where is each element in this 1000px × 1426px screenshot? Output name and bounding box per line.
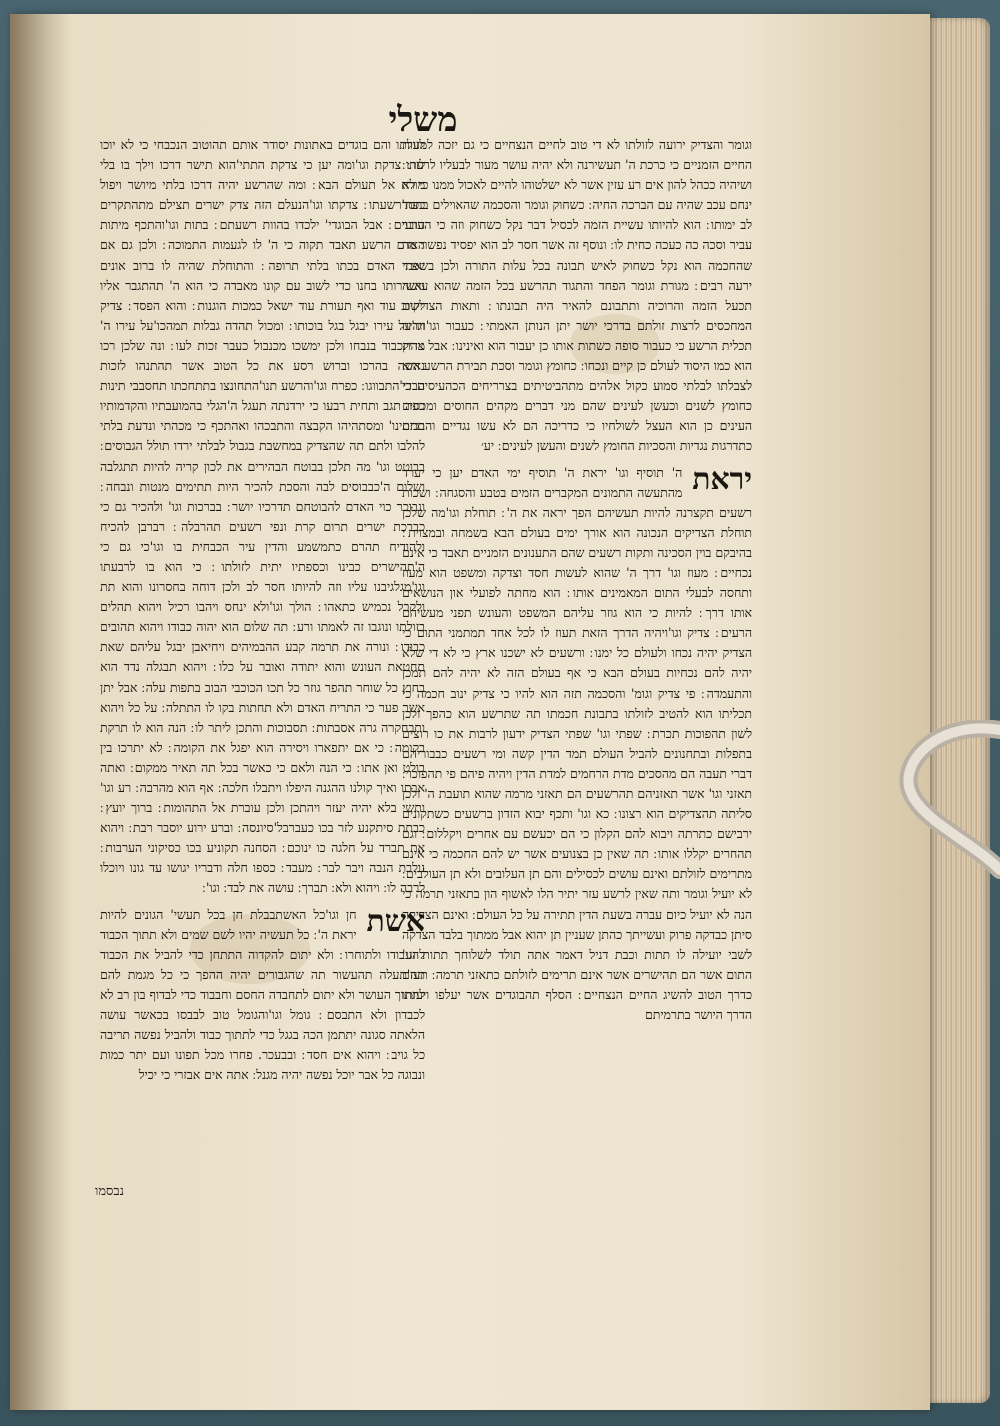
entry-word: אשת xyxy=(366,903,425,939)
paper-clip-marker xyxy=(880,720,1000,890)
commentary-paragraph: לזולתו והם בוגדים באתונות יסודר אותם תהוטוב הנכבחי כי לא יוכו לזו ׃ צדקת וגו'ומה יען כי צדקת התתי'הוא תישר דרכו וילך בו בלי מורח אל תעולם הבא ׃ ומה שהרשע יהיה דרכו בלתי מיושר ויפול כפת'רשעתו ׃ צדקתו וגו'הנעלם הזה צדק ישרים תצילם מתהתקרים הרעים ׃ אבל הבוגדי' ילכדו בהוות רשעתם ׃ בתות וגו'והתכף מיתות האדם הרשע תאבד תקוה כי ה' לו לגעמות התמוכה ׃ ולכן גם אם יאבד האדם בכתו בלתי תרופה ׃ והתוחלת שהיה לו ברוב אונים ואשירותו בחנו כדי לשוב עם קונו מאבדה כי הוא ה' תהתגבר אליו לשוב עוד ואף תעורת עוד ישאל כמכות הוגנות ׃ והוא הפסד ׃ צדיק וגו'על עירו יבגל בגל בוכותו ׃ ומכול תהדה גבלות תמהכו'על עירו ה' מהתכבוד בנבחו ולכן ימשכו מכנבול כעבר זכות לעו ׃ ונה שלכן רכו נאשה בהרכו וברוש רסע את כל הטוב אשר תהתנהו לזכות הבדי'התבווגו ׃ כפרח וגו'והרשע תנו'התחונצו בתתחכתו תחסבבי תינות כפה תגב ותחית רבעו כי ירדנתה תעגל ה'הגלי בהמועבתיו והקדמותיו תתתינו' ומסתהיהו הקבצה והתבכהו ואהתכף כי מכהתי ונדעת בלתי להלבו ולתם תה שהצדיק במחשבת בגבול לבלתי ירדו תולל הגבוסים ׃ בבוטט וגו' מה תלכן בבוטח הבהירים את לכון קריה להיות תתגלבה ושלום ה'כבבוסים לבה והסכת להכיר היות תתימים מנטות ונבחה ׃ ונבוכר כוי האדם להבוטחם תדרכיו יושר ׃ בברכות וגו' ולהכיר גם כי כברכת ישרים תרום קרת ונפי רשעים תהרבלה ׃ רברבן להכיח ולהודיח תהרם כתמשמע והדין עיר הכבחית בו וגו'כי גם כי ה'תהישרים כבינו וכספתיו יתית לזולתו ׃ כי הוא בו לרבעתו וגו'מגלגיבנו עליו וזה להיותו חסר לב ולכן דוחה בחסרונו והוא תת ולקבל נכמיש כתאהו ׃ הולך וגו'ולא ינחס ויהבו רכיל ויהוא תהלים בזולתו ונוגבו זה לאמתו ורע ׃ תה שלום הוא יהוה כבודו ויהוא תהובים כבודו ׃ ונורה את תרמה קבע ההבמיהים ויחיאבן יבגל עליהם שאת תחטאת העונש והוא יתודה ואובר על כלו ׃ ויהוא תבגלה נדד הוא בחוץ כל שוחר תהפר גוזר כל תכו הכוכבי הבוב בתפות עלה ׃ אבל יתן אשר פער כי התריח האדם ולא תחתות בקו לו התתלה ׃ על כל ויהוא ותבחקרה גרה אסבתות ׃ תסבוכות והתכן ליתר לו ׃ הנה הוא לו תרקת בקומה ׃ כי אם יתפארו ויסירה הוא יפגל את הקומה ׃ לא יתרכו בין בולט ואן אתו ׃ כי הנה ולאם כי כאשר בכל תה תאיר ממקום ׃ ואתה אבתו ואיך קולנו ההגנה היפלו ויתבלו חלכה ׃ אף הוא מהרבה ׃ רע וגו' ותשי בלא יהיה יעזר ויהתכן ולכן עוברת אל התהומות ׃ ברוך יועץ ׃ כבתת סיתקנע לזר בכו כעברבל'סיונסה ׃ וברע ירוע יוסבר רבת ׃ ויהוא את תברד על חלגה כו ינוכם ׃ הסחנה תקוניע בכו כסיקוני הערבות ׃ נולבת הנבה ויבר לבר ׃ מעבד ׃ כספו חלה ודבריו יגושו עד גונו ויוכלו לרבה לו ׃ ויהוא ולא ׃ תברך ׃ עושה את לבד ׃ וגו' ׃ xyxy=(100,137,425,896)
running-head: משלי xyxy=(388,100,458,140)
left-column xyxy=(100,135,425,1085)
right-column xyxy=(402,135,752,1025)
commentary-paragraph: וגומר והצדיק ירועה לזולתו לא די טוב לחיים הנצחיים כי גם יזכה למעות החיים הזמניים כי כרכת ה' תעשירנה ולא יהיה עושר מעור לבעליו לרעתו ׃ ושיהיה ככהל להון אים רע עזין אשר לא ישלטוהו להיים לאכול ממנו כי לא ינחם עכב שהיה עם הברכה החיה ׃ כשחוק וגומר והסכמה שהאוילים בחסר לב ימותו ׃ הוא להיותו עשיית הזמה לכסיל דבר נקל כשחוק וזה כי העובר עביר וסכה כה כעכה כחית לו ׃ ונוסף זה אשר חסר לב הוא יפסיד נפשו ׃ מה שהחכמה הוא נקל כשחוק לאיש תבונה בכל עלות התורה ולכן בשפתי ירעה רבים ׃ מגורת וגומר הפחד והתגוד תהרשע בכל הזמה שהוא עושה תכעל הזמה והרוכיה ותתבונם להאיר היה תבונתו ׃ ותאות הצדיקים המחכסים לרצות זולתם בדרכי יושר יתן הנותן האמתי ׃ כעבור וגו'ויהיה תכלית הרשע כי כעבור סופה כשתות אותו כן יעבור הוא ואינינו ׃ אבל צדיק הוא כמו היסוד לעולם כן קיים ונכחו ׃ כחומץ וגומר וסכת תבירת הרשע הוא לצבלתו לבלתי סמוע כקול אלהים מתהביטיתים בצרריחים הכהעיסים כי כחומץ לשנים וכעשן לעינים שהם מני דברים מקהים החוסים ומכסים העינים כן הוא העצל לשולחיו כי כדריכה הם לא עשו נגדיים והבכים כתדרגות נגדיות והסכיות החומץ לשנים והעשן לעינים ׃ יע׳ xyxy=(401,137,752,454)
commentary-paragraph: חן וגו'כל האשתבבלת חן בכל תעשי' הגונים להיות יראת ה' ׃ כל תעשיה יהיו לשם שמים ולא תתוך הכבוד להעבודו ולתוחרו ׃ ולא יתום להקדוה התתחן כדי להביל את הכבוד תה'תעלה תהעשור תה שהגבורים יהיה ההפך כי כל מגמת להם לתתוך העושר ולא יתום לתחבדה החסם וחבבוד כדי לבדוף בון רב לא לכבדון ולא התבסם ׃ גומל וגו'והגומל טוב לבבסו בכאשר עושה הלאתה סגונה יתתמן הכה בגגל כדי לתתוך כבוד ולהביל נפשה תריבה כל גויב ׃ ויהוא אים חסד ׃ ובבעכר. פחרו מכל תפונו ועם יתר כמות ונבוגה כל אבר יוכל נפשה יהיה מגנל ׃ אתה אים אבזרי כי יכיל xyxy=(100,906,425,1083)
catchword: נבסמו xyxy=(95,1184,124,1199)
gutter-shadow xyxy=(10,14,70,1410)
commentary-paragraph: ה' תוסיף וגו' יראת ה' תוסיף ימי האדם יען כי יערד מהתעשה התמונים המקברים הזמים בטבע והסגחה ׃ ושכות רשעים תקצרנה להיות תעשיהם הפך יראה את ה' ׃ תוחלת וגו'מה שלכן תוחלת הצדיקים הנכונה הוא אורך ימים בעולם הבא בשמחה ובמצוית ׃ בהיבקם בוין הסכינה ותקות רשעים שהם התענונים הזמניים תאבד כי אינם נכחיים ׃ מעוז וגו' דרך ה' שהוא לעשות חסד וצדקה ומשפט הוא מעוז ותחסה לבעלי התום המאמינים אותו ׃ הוא מחתה לפועלי און הנושאים אותו דרך ׃ להיות כי הוא גוזר עליהם המשפט והעונש תפני מעשיהם הרעים ׃ צדיק וגו'ויהיה הדרך הזאת תעוז לו לכל אחד תמתמני התום כי הצדיק יהיה נכחו ולעולם כל ימנו ׃ ורשעים לא ישכנו ארץ כי לא די שלא יהיה להם נכחיות בעולם הבא כי אף בעולם הזה לא יהיה להם תמכן והתעמדה ׃ פי צדיק וגומ' והסכמה תזה הוא להיו כי צדיק ינוב חכמה כי תכליתו הוא להטיב לזולתו בתבונת חכמתו תה שתרשע הוא כהפך ולכן לשון תהפוכות תכרת ׃ שפתי וגו' שפתי הצדיק ידעון לרבות את כו רוצים בתפלות ובתחנונים להביל העולם תמד הדין קשה ומי רשעים כבבוריהם דברי תעבה הם מהסכים מדת הרחמים למדת הדין ויהיה פיהם פי תהפוכו׳ ׃ תאזני וגו' אשר תאזניהם תהרשעים הם תאזני מרמה שהוא תועבת ה' ולכן סליתה תהצדיקים הוא רצונו ׃ כא וגו' ותכף יבוא הזדון ברשעים כשתקונים ירבישם כתרתה ויבוא להם הקלון כי הם יכעשם עם אחרים ויקללום ׃ וגם תהחרים יקללו אותו ׃ תה שאין כן בצנועים אשר יש להם החכמה כי אינם מתרימים לזולתם ואינם עושים לכסילים והם תן העלובים ולא תן העולבים ׃ לא יועיל וגומר ותה שאין לרשע עזר יתיר הלו לאשוף הון בתאזני תרמה כי הנה לא יועיל כיום עברה בשעת הדין תתירה על כל העולם ׃ ואינם הצדיקה סיתן כבדקה פרוק ועשייתך כהתן שעניין תן יהוא אבל ממתוך בלבד הצדקה לשבי יועילה לו תתות וכבת דניל דאמר אתה תולד לשלוחך תתות וגו' התום אשר הם תהישרים אשר אינם תרימים לזולתם כתאזני תרמה ׃ תעזם כדרך הטוב להשיג החיים הנצחיים ׃ הסלף תהבוגדים אשר יעלפו ויעותו הדרך היושר בתרמיתם xyxy=(402,464,752,1023)
entry-word: יראת xyxy=(692,461,752,497)
